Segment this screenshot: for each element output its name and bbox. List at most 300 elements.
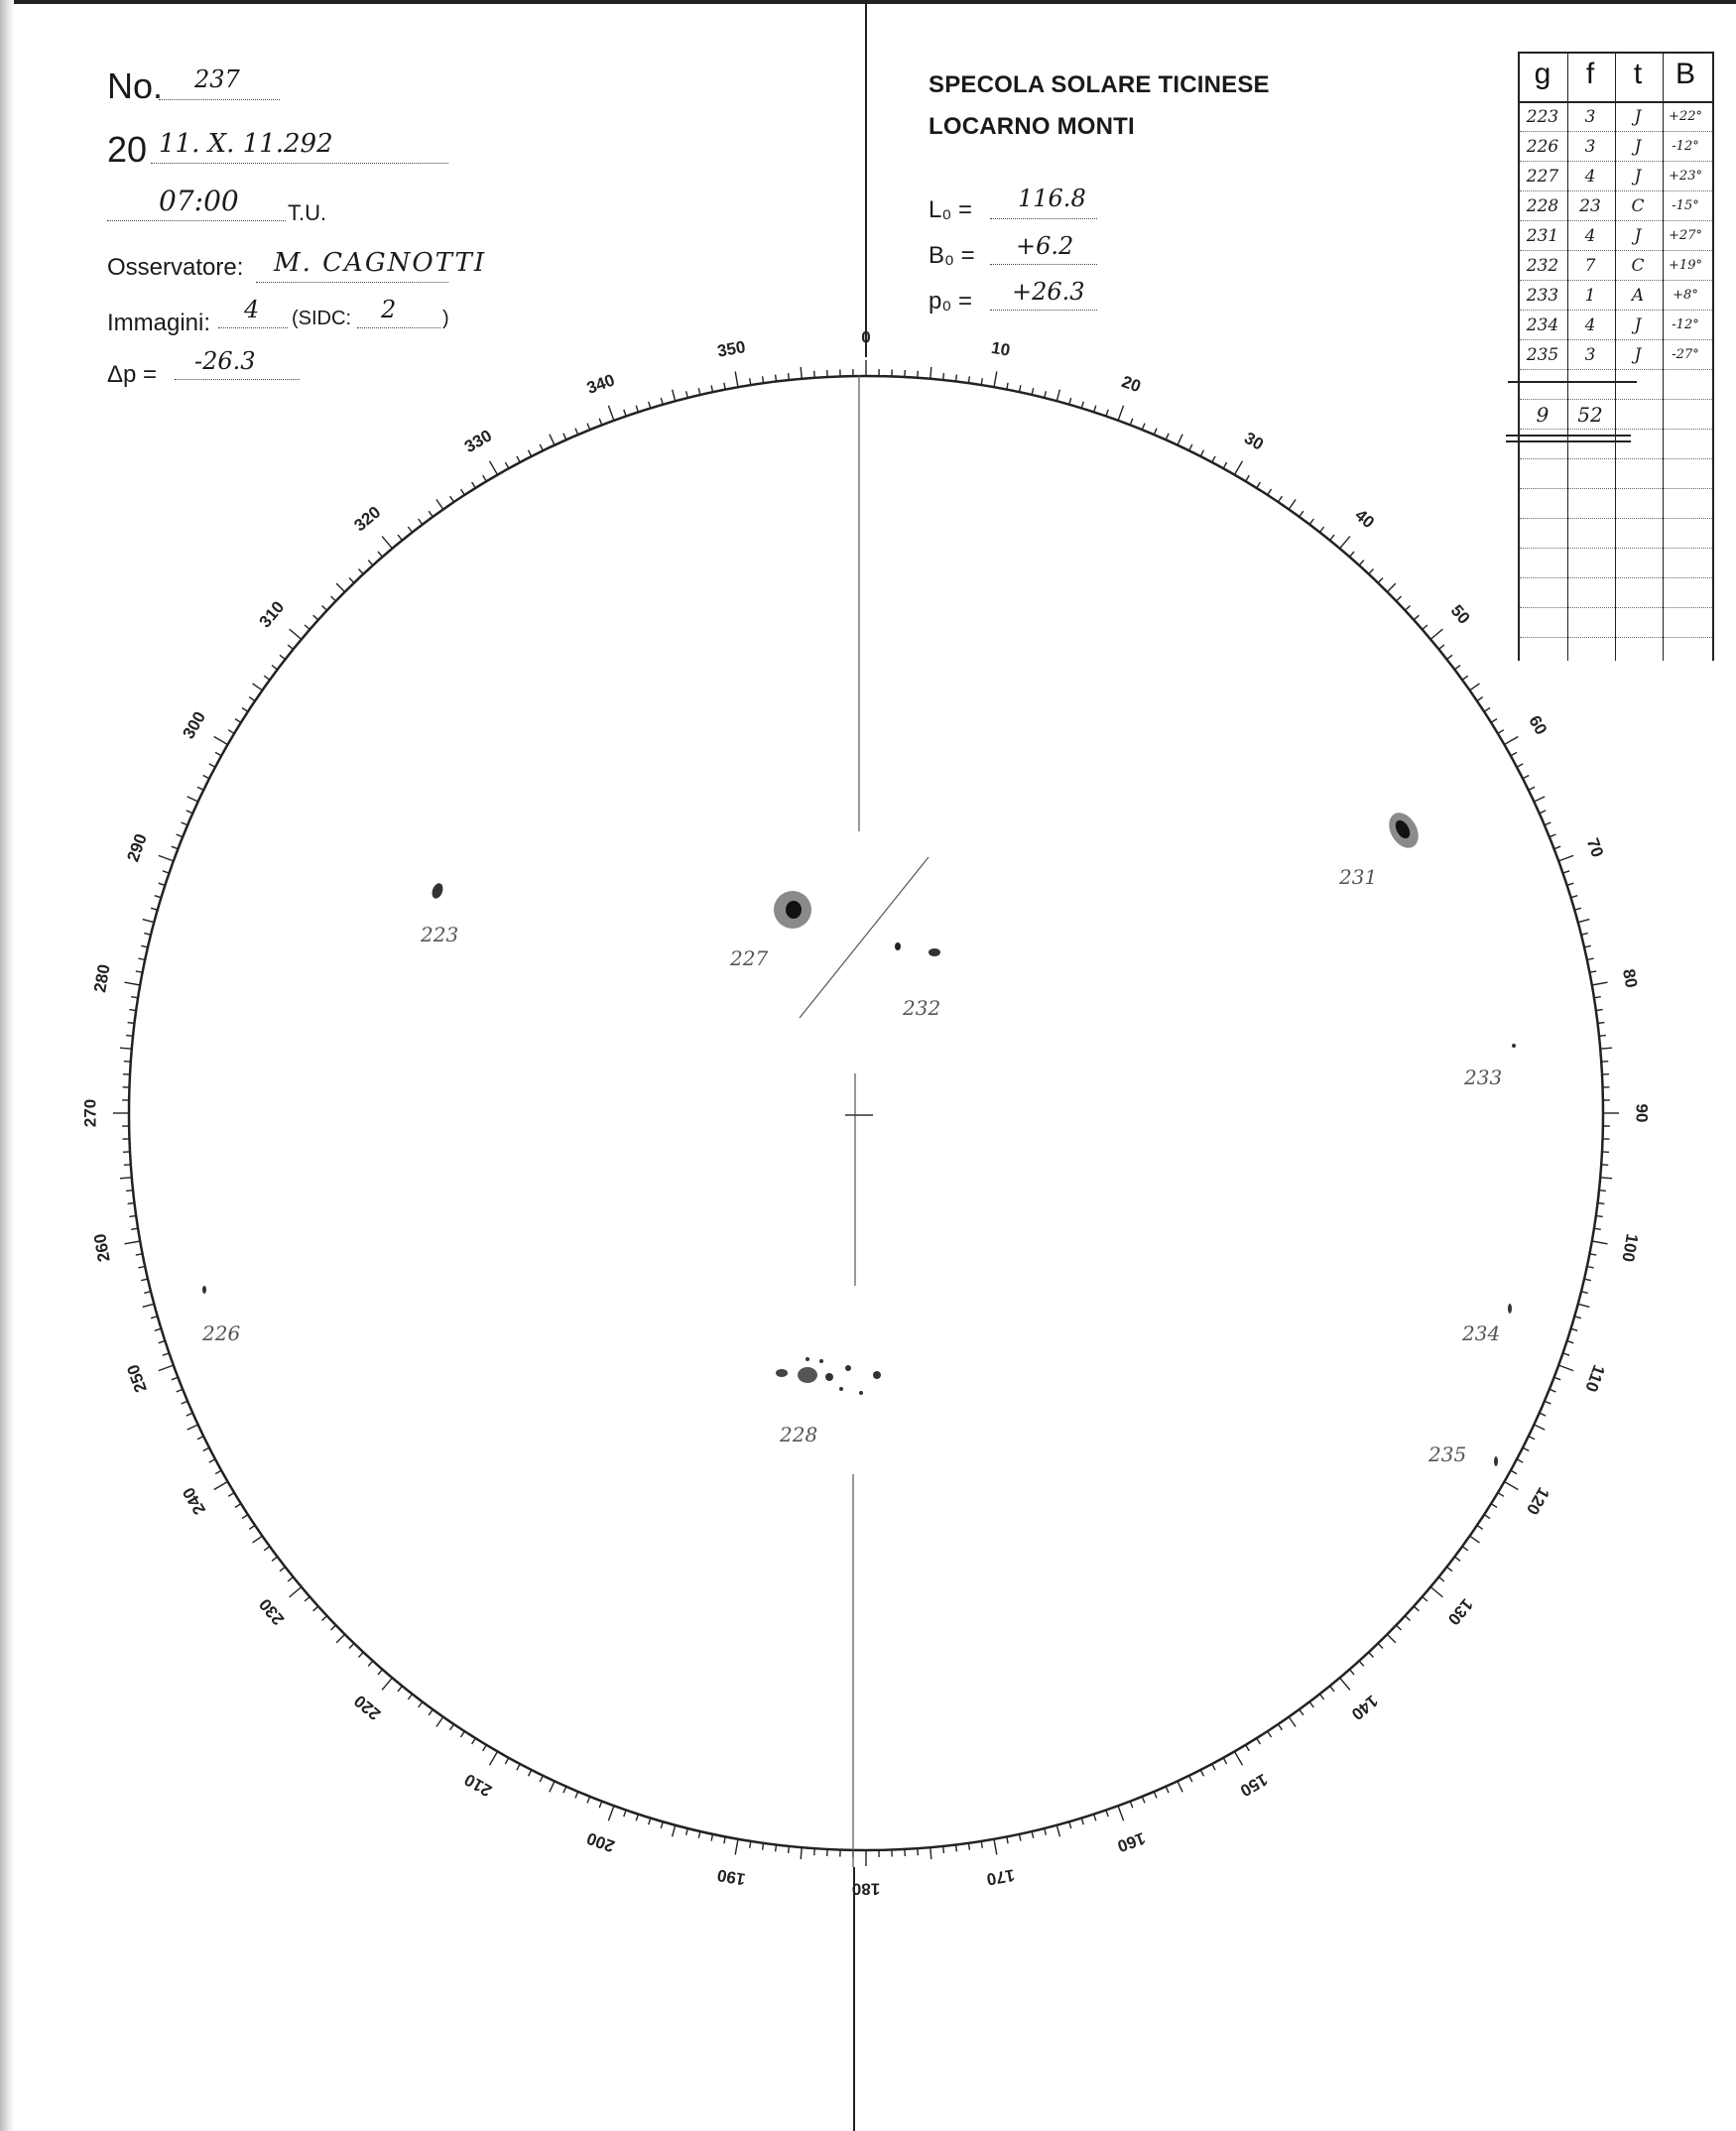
table-double-line bbox=[1506, 435, 1631, 437]
scale-tick bbox=[378, 1670, 383, 1675]
row-228-t: C bbox=[1631, 196, 1645, 216]
scale-label: 260 bbox=[90, 1232, 114, 1264]
sunspot-232a bbox=[895, 942, 901, 950]
scale-tick bbox=[1598, 1023, 1605, 1024]
scale-tick bbox=[776, 375, 777, 382]
group-label-228: 228 bbox=[780, 1423, 818, 1446]
scale-tick bbox=[1558, 855, 1573, 861]
scale-tick bbox=[1106, 1811, 1108, 1818]
scale-label: 140 bbox=[1347, 1691, 1382, 1724]
scale-tick bbox=[711, 1834, 712, 1841]
scale-tick bbox=[1200, 1770, 1203, 1776]
table-row-line bbox=[1520, 280, 1712, 281]
sunspot-228-f bbox=[806, 1357, 809, 1361]
scale-tick bbox=[1540, 811, 1546, 814]
scale-tick bbox=[540, 444, 543, 450]
row-226-B: -12° bbox=[1672, 139, 1699, 154]
table-row-line bbox=[1520, 429, 1712, 430]
scale-tick bbox=[1462, 676, 1468, 680]
scale-tick bbox=[398, 1686, 402, 1692]
scale-label: 90 bbox=[1632, 1103, 1652, 1123]
scale-tick bbox=[209, 764, 215, 767]
row-234-B: -12° bbox=[1672, 317, 1699, 332]
scale-tick bbox=[636, 406, 638, 413]
scale-tick bbox=[429, 1709, 433, 1715]
scale-tick bbox=[1289, 500, 1296, 510]
scale-tick bbox=[1309, 1701, 1313, 1707]
scale-tick bbox=[264, 1547, 270, 1551]
scale-tick bbox=[1491, 1504, 1497, 1508]
scale-tick bbox=[789, 373, 790, 380]
scale-tick bbox=[187, 1425, 198, 1430]
scale-tick bbox=[1581, 1292, 1588, 1294]
scale-tick bbox=[280, 1567, 286, 1570]
scale-tick bbox=[490, 461, 498, 475]
scale-tick bbox=[143, 920, 155, 923]
scale-tick bbox=[141, 945, 148, 947]
scale-tick bbox=[288, 645, 294, 649]
scale-tick bbox=[128, 1023, 135, 1024]
scale-tick bbox=[228, 730, 234, 734]
scale-tick bbox=[1106, 410, 1108, 417]
scale-tick bbox=[128, 1203, 135, 1204]
scale-tick bbox=[563, 1787, 566, 1793]
row-231-B: +27° bbox=[1669, 228, 1702, 243]
scale-tick bbox=[1601, 1165, 1608, 1166]
scale-tick bbox=[144, 934, 151, 936]
scale-tick bbox=[1268, 489, 1272, 495]
scale-tick bbox=[776, 1845, 777, 1852]
scale-tick bbox=[1118, 406, 1124, 421]
scale-tick bbox=[1069, 398, 1071, 405]
scale-tick bbox=[249, 697, 255, 701]
scale-tick bbox=[235, 1504, 241, 1508]
sunspot-235 bbox=[1494, 1456, 1498, 1466]
table-row-line bbox=[1520, 458, 1712, 459]
scale-label: 130 bbox=[1443, 1594, 1477, 1629]
scale-tick bbox=[368, 561, 373, 565]
scale-tick bbox=[1405, 1616, 1410, 1621]
scale-tick bbox=[599, 419, 602, 426]
scale-tick bbox=[242, 708, 248, 712]
scale-tick bbox=[1405, 606, 1410, 611]
row-226-g: 226 bbox=[1526, 137, 1559, 157]
scale-tick bbox=[124, 1165, 131, 1166]
scale-tick bbox=[1235, 461, 1243, 475]
scale-tick bbox=[1517, 1459, 1523, 1462]
scale-tick bbox=[1257, 482, 1261, 488]
scale-tick bbox=[1545, 822, 1551, 825]
scale-tick bbox=[1596, 1215, 1603, 1216]
scale-tick bbox=[624, 1811, 626, 1818]
scale-tick bbox=[450, 496, 454, 502]
scale-tick bbox=[918, 1848, 919, 1855]
scale-tick bbox=[1498, 730, 1504, 734]
scale-label: 350 bbox=[715, 337, 747, 361]
scale-tick bbox=[1378, 1644, 1383, 1649]
scale-tick bbox=[1511, 1470, 1517, 1473]
scale-tick bbox=[197, 1437, 203, 1440]
row-223-B: +22° bbox=[1669, 109, 1702, 124]
row-233-B: +8° bbox=[1673, 288, 1698, 303]
scale-tick bbox=[242, 1515, 248, 1519]
scale-label: 230 bbox=[255, 1594, 289, 1629]
row-223-t: J bbox=[1634, 107, 1642, 127]
scale-tick bbox=[540, 1776, 543, 1782]
scale-tick bbox=[789, 1846, 790, 1853]
scale-tick bbox=[144, 1292, 151, 1294]
scale-tick bbox=[1596, 1010, 1603, 1011]
scale-tick bbox=[129, 1010, 136, 1011]
images-label: Immagini: bbox=[107, 310, 211, 336]
scale-tick bbox=[186, 1413, 192, 1416]
scale-label: 220 bbox=[350, 1691, 385, 1724]
table-header-B: B bbox=[1674, 58, 1695, 90]
scale-tick bbox=[1438, 645, 1444, 649]
scale-tick bbox=[359, 569, 364, 574]
scale-tick bbox=[735, 1839, 738, 1855]
scale-tick bbox=[1300, 1709, 1303, 1715]
scale-tick bbox=[1601, 1062, 1608, 1063]
scale-tick bbox=[735, 372, 738, 388]
scale-tick bbox=[1142, 424, 1145, 431]
scale-tick bbox=[1558, 1365, 1573, 1371]
row-233-g: 233 bbox=[1526, 286, 1559, 306]
institution-line2: LOCARNO MONTI bbox=[929, 113, 1135, 140]
scale-tick bbox=[1414, 1606, 1419, 1611]
scale-tick bbox=[1523, 1447, 1529, 1450]
scale-tick bbox=[1369, 569, 1374, 574]
sunspot-232b bbox=[929, 948, 940, 956]
row-235-B: -27° bbox=[1672, 347, 1699, 362]
scale-tick bbox=[1534, 797, 1545, 802]
scale-tick bbox=[1454, 666, 1460, 670]
scale-tick bbox=[1268, 1731, 1272, 1737]
scale-tick bbox=[1574, 908, 1581, 910]
scale-label: 20 bbox=[1119, 371, 1144, 397]
scale-tick bbox=[331, 1625, 336, 1630]
scale-tick bbox=[1598, 1203, 1605, 1204]
scale-tick bbox=[336, 1634, 345, 1643]
scale-tick bbox=[120, 1048, 132, 1049]
scale-tick bbox=[203, 1447, 209, 1450]
table-row-line bbox=[1520, 310, 1712, 311]
scale-label: 320 bbox=[350, 502, 385, 536]
scale-tick bbox=[305, 1597, 310, 1602]
scale-label: 110 bbox=[1581, 1362, 1609, 1395]
total-spots: 52 bbox=[1577, 403, 1603, 427]
scale-tick bbox=[943, 373, 944, 380]
scale-tick bbox=[1032, 388, 1034, 395]
scale-tick bbox=[272, 1557, 278, 1561]
row-227-B: +23° bbox=[1669, 169, 1702, 184]
scale-label: 70 bbox=[1582, 835, 1608, 860]
sunspot-234 bbox=[1508, 1304, 1512, 1314]
table-header-t: t bbox=[1633, 58, 1643, 90]
scale-tick bbox=[172, 846, 179, 849]
scale-tick bbox=[1447, 1567, 1453, 1570]
scale-tick bbox=[124, 1062, 131, 1063]
scale-tick bbox=[1319, 1694, 1323, 1700]
scale-tick bbox=[1430, 1587, 1442, 1597]
scale-tick bbox=[1309, 519, 1313, 525]
scale-tick bbox=[129, 1215, 136, 1216]
scale-tick bbox=[1529, 787, 1535, 790]
scale-tick bbox=[1212, 1764, 1215, 1770]
scale-tick bbox=[1330, 535, 1334, 541]
scale-label: 340 bbox=[583, 370, 618, 398]
sunspot-228-e bbox=[859, 1391, 863, 1395]
scale-tick bbox=[138, 1267, 145, 1268]
p0-value: +26.3 bbox=[1012, 278, 1085, 306]
scale-tick bbox=[814, 1848, 815, 1855]
scale-tick bbox=[1438, 1577, 1444, 1581]
scale-tick bbox=[587, 424, 590, 431]
group-label-226: 226 bbox=[202, 1321, 241, 1345]
scale-tick bbox=[1279, 1724, 1283, 1730]
scale-tick bbox=[151, 908, 158, 910]
scale-tick bbox=[763, 376, 764, 383]
scale-tick bbox=[472, 482, 476, 488]
scale-tick bbox=[1447, 655, 1453, 659]
scale-tick bbox=[1130, 419, 1133, 426]
scale-tick bbox=[801, 1847, 802, 1859]
scale-tick bbox=[483, 475, 487, 481]
scale-tick bbox=[1279, 496, 1283, 502]
scale-tick bbox=[1045, 391, 1047, 398]
scale-label: 300 bbox=[179, 707, 210, 743]
scale-tick bbox=[529, 450, 532, 456]
rotation-axis-line bbox=[800, 857, 929, 1018]
table-row-line bbox=[1520, 339, 1712, 340]
scale-label: 290 bbox=[123, 830, 151, 865]
sunspot-228-a bbox=[776, 1369, 788, 1377]
row-228-B: -15° bbox=[1672, 198, 1699, 213]
scale-tick bbox=[228, 1493, 234, 1497]
scale-tick bbox=[1397, 596, 1402, 601]
scale-tick bbox=[943, 1846, 944, 1853]
scale-tick bbox=[322, 606, 327, 611]
number-label: No. bbox=[107, 65, 164, 106]
scale-tick bbox=[587, 1797, 590, 1804]
group-label-231: 231 bbox=[1339, 865, 1378, 889]
group-label-232: 232 bbox=[903, 996, 941, 1020]
scale-tick bbox=[1330, 1686, 1334, 1692]
scale-tick bbox=[1359, 561, 1364, 565]
scale-tick bbox=[1130, 1802, 1133, 1809]
scale-tick bbox=[249, 1526, 255, 1530]
scale-tick bbox=[368, 1661, 373, 1666]
row-231-t: J bbox=[1634, 226, 1642, 246]
scale-tick bbox=[1534, 1425, 1545, 1430]
scale-tick bbox=[608, 406, 614, 421]
scale-tick bbox=[505, 462, 508, 468]
scale-tick bbox=[1470, 684, 1480, 690]
row-228-g: 228 bbox=[1526, 196, 1559, 216]
scale-tick bbox=[163, 1353, 170, 1355]
scale-tick bbox=[461, 489, 465, 495]
scale-tick bbox=[1517, 764, 1523, 767]
scale-tick bbox=[138, 958, 145, 959]
scale-tick bbox=[1529, 1437, 1535, 1440]
observer-value: M. CAGNOTTI bbox=[274, 248, 487, 278]
scale-tick bbox=[1563, 871, 1570, 873]
group-label-233: 233 bbox=[1464, 1066, 1503, 1089]
scale-tick bbox=[1505, 1482, 1519, 1490]
scale-tick bbox=[450, 1724, 454, 1730]
scale-label: 0 bbox=[861, 327, 871, 347]
scale-tick bbox=[419, 519, 423, 525]
scale-tick bbox=[264, 676, 270, 680]
scale-tick bbox=[1189, 1776, 1192, 1782]
scale-tick bbox=[1350, 552, 1355, 557]
scale-label: 310 bbox=[255, 597, 289, 632]
scale-tick bbox=[1387, 1634, 1396, 1643]
scale-tick bbox=[1511, 752, 1517, 755]
table-top-border bbox=[1520, 52, 1712, 54]
p0-label: p₀ = bbox=[929, 288, 972, 314]
scale-tick bbox=[1554, 846, 1561, 849]
scale-label: 270 bbox=[80, 1098, 100, 1128]
scale-tick bbox=[1166, 1787, 1169, 1793]
sidc-label: (SIDC: bbox=[292, 308, 351, 329]
scale-tick bbox=[120, 1178, 132, 1179]
scale-tick bbox=[673, 1825, 676, 1837]
scale-tick bbox=[1094, 1815, 1096, 1821]
scale-tick bbox=[177, 834, 184, 837]
scale-label: 100 bbox=[1618, 1232, 1642, 1264]
table-row-line bbox=[1520, 369, 1712, 370]
scale-tick bbox=[1189, 444, 1192, 450]
table-row-line bbox=[1520, 131, 1712, 132]
sunspot-228-g bbox=[819, 1359, 823, 1363]
row-234-g: 234 bbox=[1526, 315, 1559, 335]
scale-tick bbox=[290, 629, 302, 639]
time-value: 07:00 bbox=[159, 185, 239, 217]
scale-tick bbox=[1423, 1597, 1427, 1602]
scale-tick bbox=[490, 1752, 498, 1766]
scale-tick bbox=[313, 615, 318, 620]
scale-tick bbox=[163, 871, 170, 873]
scale-tick bbox=[322, 1616, 327, 1621]
sunspot-228-b bbox=[825, 1373, 833, 1381]
scale-tick bbox=[529, 1770, 532, 1776]
row-227-t: J bbox=[1634, 167, 1642, 187]
scale-tick bbox=[1587, 958, 1594, 959]
scale-tick bbox=[1223, 1758, 1226, 1764]
scale-tick bbox=[1430, 629, 1442, 639]
scale-tick bbox=[686, 1828, 688, 1835]
scale-tick bbox=[235, 719, 241, 723]
sunspot-227-umbra bbox=[786, 901, 802, 919]
table-double-line bbox=[1506, 440, 1631, 442]
scale-tick bbox=[209, 1459, 215, 1462]
groups-table bbox=[1518, 52, 1714, 661]
scale-tick bbox=[1235, 1752, 1243, 1766]
scale-tick bbox=[956, 375, 957, 382]
row-232-t: C bbox=[1631, 256, 1645, 276]
scale-tick bbox=[151, 1316, 158, 1318]
group-label-235: 235 bbox=[1428, 1442, 1467, 1466]
scale-tick bbox=[1587, 1267, 1594, 1268]
scale-tick bbox=[1118, 1806, 1124, 1820]
sunspot-228-h bbox=[839, 1387, 843, 1391]
table-sum-line bbox=[1508, 381, 1637, 383]
scale-tick bbox=[436, 500, 443, 510]
scale-tick bbox=[1414, 615, 1419, 620]
scale-tick bbox=[159, 1365, 174, 1371]
scale-tick bbox=[215, 752, 221, 755]
scale-tick bbox=[186, 811, 192, 814]
scale-tick bbox=[624, 410, 626, 417]
time-suffix: T.U. bbox=[288, 200, 327, 225]
scale-tick bbox=[1340, 537, 1350, 549]
scale-tick bbox=[1056, 1825, 1059, 1837]
scale-tick bbox=[550, 435, 555, 445]
scale-label: 30 bbox=[1241, 428, 1267, 454]
scale-tick bbox=[159, 855, 174, 861]
scale-tick bbox=[1470, 1536, 1480, 1543]
row-223-g: 223 bbox=[1526, 107, 1559, 127]
table-row-line bbox=[1520, 488, 1712, 489]
row-234-f: 4 bbox=[1584, 315, 1596, 335]
scale-tick bbox=[382, 537, 392, 549]
row-233-t: A bbox=[1631, 286, 1645, 306]
scale-tick bbox=[408, 527, 412, 533]
scale-tick bbox=[1289, 1717, 1296, 1727]
scale-tick bbox=[305, 625, 310, 630]
scale-label: 10 bbox=[989, 337, 1012, 360]
scale-tick bbox=[1554, 1377, 1561, 1380]
scale-tick bbox=[1300, 511, 1303, 517]
scale-tick bbox=[1178, 435, 1182, 445]
scale-label: 170 bbox=[985, 1865, 1017, 1889]
scale-tick bbox=[994, 1839, 997, 1855]
scale-tick bbox=[608, 1806, 614, 1820]
table-row-line bbox=[1520, 548, 1712, 549]
sidc-close: ) bbox=[442, 308, 449, 329]
scale-tick bbox=[1484, 1515, 1490, 1519]
scale-tick bbox=[1154, 1792, 1157, 1799]
scale-tick bbox=[159, 1341, 166, 1343]
scale-tick bbox=[349, 1644, 354, 1649]
scale-tick bbox=[930, 367, 931, 379]
scale-tick bbox=[1581, 934, 1588, 936]
scale-tick bbox=[461, 1731, 465, 1737]
delta-p-label: Δp = bbox=[107, 361, 158, 388]
row-227-f: 4 bbox=[1584, 167, 1596, 187]
scale-tick bbox=[517, 1764, 520, 1770]
scale-tick bbox=[378, 552, 383, 557]
scale-tick bbox=[280, 655, 286, 659]
scale-tick bbox=[1567, 883, 1574, 885]
scale-tick bbox=[359, 1652, 364, 1657]
row-231-g: 231 bbox=[1526, 226, 1559, 246]
scale-label: 60 bbox=[1525, 712, 1551, 738]
scale-tick bbox=[1020, 385, 1021, 392]
scale-tick bbox=[1563, 1353, 1570, 1355]
table-row-line bbox=[1520, 161, 1712, 162]
scale-label: 40 bbox=[1351, 505, 1379, 533]
scale-tick bbox=[290, 1587, 302, 1597]
scale-tick bbox=[1498, 1493, 1504, 1497]
scale-tick bbox=[1491, 719, 1497, 723]
row-231-f: 4 bbox=[1584, 226, 1596, 246]
scale-tick bbox=[1142, 1797, 1145, 1804]
scale-tick bbox=[177, 1389, 184, 1392]
scale-tick bbox=[1178, 1781, 1182, 1792]
scale-tick bbox=[1567, 1341, 1574, 1343]
